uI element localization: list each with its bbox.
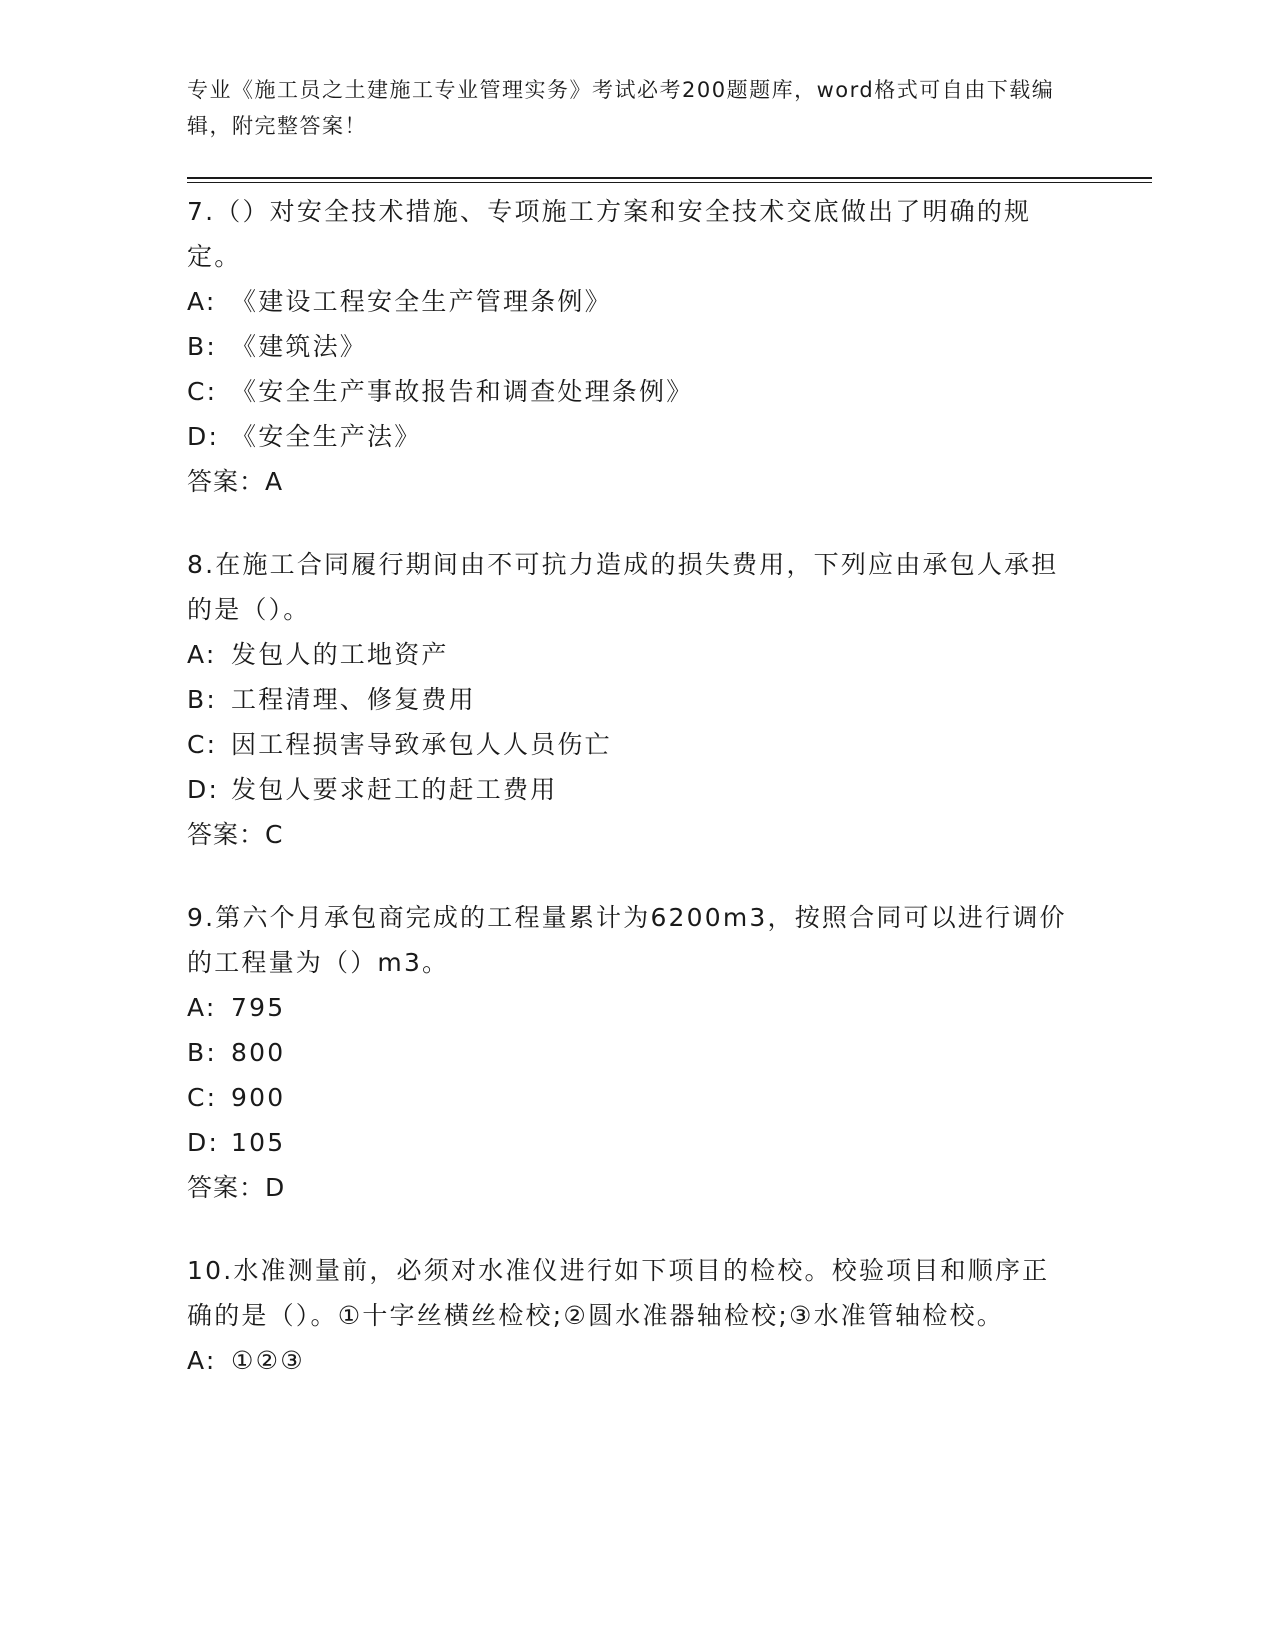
question-10 — [187, 1248, 1067, 1383]
option-d — [187, 414, 1067, 459]
option-text: 800 — [231, 1038, 286, 1067]
option-b — [187, 324, 1067, 369]
option-d — [187, 1120, 1067, 1165]
question-stem: 10.水准测量前，必须对水准仪进行如下项目的检校。校验项目和顺序正确的是（）。①十字丝横丝检校;②圆水准器轴检校;③水准管轴检校。 — [187, 1256, 1050, 1330]
option-letter: A: — [187, 1346, 217, 1375]
option-letter: C: — [187, 730, 218, 759]
option-c — [187, 369, 1067, 414]
option-letter: C: — [187, 1083, 218, 1112]
option-letter: A: — [187, 287, 217, 316]
option-text: 发包人的工地资产 — [231, 640, 449, 669]
option-text: 因工程损害导致承包人人员伤亡 — [231, 730, 612, 759]
option-letter: B: — [187, 332, 217, 361]
answer-line: 答案：D — [187, 1173, 286, 1202]
answer-line: 答案：A — [187, 467, 284, 496]
option-d — [187, 767, 1067, 812]
option-b — [187, 1030, 1067, 1075]
option-letter: C: — [187, 377, 218, 406]
question-stem: 9.第六个月承包商完成的工程量累计为6200m3，按照合同可以进行调价的工程量为（）m3。 — [187, 903, 1067, 977]
option-text: 900 — [231, 1083, 286, 1112]
option-letter: D: — [187, 1128, 220, 1157]
question-stem: 7.（）对安全技术措施、专项施工方案和安全技术交底做出了明确的规定。 — [187, 197, 1032, 271]
option-letter: D: — [187, 775, 220, 804]
document-header: 专业《施工员之土建施工专业管理实务》考试必考200题题库，word格式可自由下载编辑，附完整答案！ — [187, 78, 1055, 138]
option-a — [187, 985, 1067, 1030]
option-letter: B: — [187, 685, 217, 714]
option-b — [187, 677, 1067, 722]
option-text: 《安全生产法》 — [231, 422, 422, 451]
option-letter: A: — [187, 993, 217, 1022]
option-text: 105 — [231, 1128, 286, 1157]
option-c — [187, 1075, 1067, 1120]
option-a — [187, 279, 1067, 324]
option-letter: D: — [187, 422, 220, 451]
option-text: 《安全生产事故报告和调查处理条例》 — [231, 377, 694, 406]
option-text: 发包人要求赶工的赶工费用 — [231, 775, 558, 804]
option-a — [187, 1338, 1067, 1383]
question-8 — [187, 542, 1067, 857]
header-rule-thin — [187, 182, 1152, 183]
option-letter: A: — [187, 640, 217, 669]
option-text: 795 — [231, 993, 286, 1022]
option-c — [187, 722, 1067, 767]
option-text: 工程清理、修复费用 — [231, 685, 476, 714]
header-rule-thick — [187, 177, 1152, 179]
option-letter: B: — [187, 1038, 217, 1067]
option-text: ①②③ — [231, 1346, 305, 1375]
question-stem: 8.在施工合同履行期间由不可抗力造成的损失费用，下列应由承包人承担的是（）。 — [187, 550, 1059, 624]
question-list — [187, 189, 1067, 1421]
question-9 — [187, 895, 1067, 1210]
option-text: 《建筑法》 — [231, 332, 368, 361]
option-text: 《建设工程安全生产管理条例》 — [231, 287, 612, 316]
answer-line: 答案：C — [187, 820, 284, 849]
option-a — [187, 632, 1067, 677]
question-7 — [187, 189, 1067, 504]
